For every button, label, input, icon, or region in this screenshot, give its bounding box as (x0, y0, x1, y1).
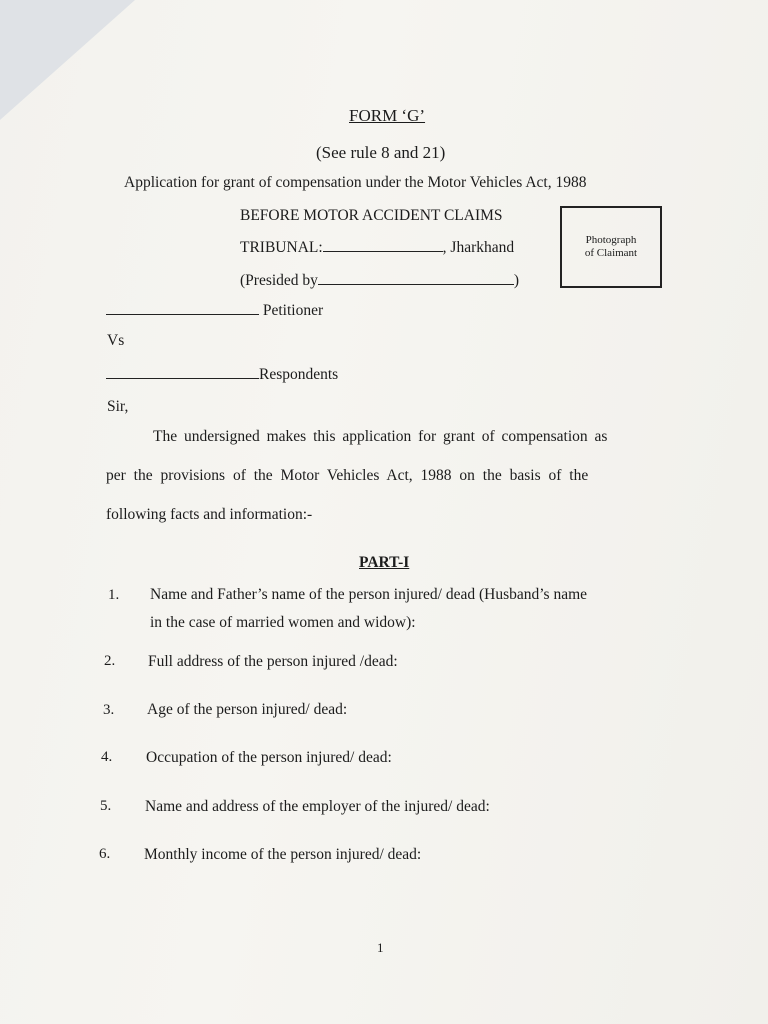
petitioner-blank[interactable] (106, 312, 259, 315)
photo-label-line1: Photograph (585, 233, 637, 246)
form-subtitle: (See rule 8 and 21) (316, 143, 446, 162)
respondents-label: Respondents (259, 366, 339, 383)
folded-paper-corner (0, 0, 135, 120)
item-number: 1. (108, 587, 120, 603)
item-number: 4. (101, 749, 113, 765)
item-number: 2. (104, 653, 116, 669)
respondents-blank[interactable] (106, 376, 259, 379)
presided-blank[interactable] (318, 282, 514, 285)
photo-label-line2: of Claimant (584, 247, 638, 259)
tribunal-blank[interactable] (323, 249, 443, 252)
tribunal-line (240, 239, 514, 257)
item-number: 6. (99, 846, 111, 862)
presided-prefix: (Presided by (240, 272, 318, 289)
petitioner-label: Petitioner (262, 302, 324, 319)
item-text-continued: in the case of married women and widow): (150, 614, 416, 631)
form-title: FORM ‘G’ (349, 106, 426, 125)
salutation: Sir, (107, 398, 129, 415)
item-text: Occupation of the person injured/ dead: (146, 749, 392, 766)
item-number: 3. (103, 702, 115, 718)
photograph-box (560, 206, 662, 288)
paragraph-line-1: The undersigned makes this application for grant of compensation as (153, 428, 608, 445)
item-text: Monthly income of the person injured/ dead: (144, 846, 422, 863)
item-text: Name and Father’s name of the person injured/ dead (Husband’s name (150, 586, 588, 603)
vs-label: Vs (107, 332, 125, 349)
presided-line (240, 272, 519, 290)
item-text: Age of the person injured/ dead: (147, 701, 348, 718)
page-number: 1 (377, 940, 384, 955)
form-heading: Application for grant of compensation under the Motor Vehicles Act, 1988 (124, 174, 587, 191)
tribunal-suffix: , Jharkhand (442, 239, 515, 256)
item-text: Name and address of the employer of the injured/ dead: (145, 798, 490, 815)
presided-suffix: ) (513, 272, 520, 289)
paragraph-line-3: following facts and information:- (106, 506, 313, 523)
petitioner-line (106, 302, 323, 320)
paragraph-line-2: per the provisions of the Motor Vehicles Act, 1988 on the basis of the (106, 467, 589, 484)
before-line: BEFORE MOTOR ACCIDENT CLAIMS (240, 207, 503, 224)
respondents-line (106, 366, 338, 384)
item-number: 5. (100, 798, 112, 814)
item-text: Full address of the person injured /dead: (148, 653, 398, 670)
tribunal-prefix: TRIBUNAL: (240, 239, 323, 256)
part-title: PART-I (359, 554, 410, 571)
